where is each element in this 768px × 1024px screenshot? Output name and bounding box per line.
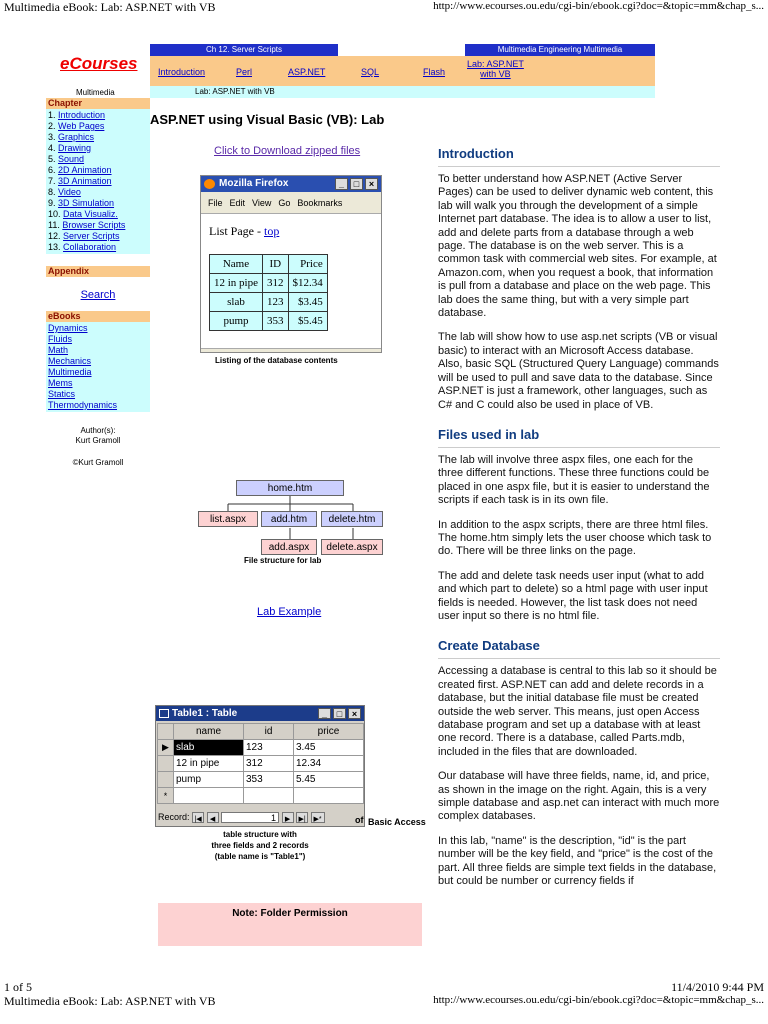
ebook-link[interactable]: Mechanics xyxy=(48,356,92,366)
table-cell: $3.45 xyxy=(288,293,327,312)
last-record-icon: ▶| xyxy=(296,812,308,823)
chapter-title: Ch 12. Server Scripts xyxy=(150,44,338,56)
firefox-menu-item: View xyxy=(252,198,272,208)
print-header-url: http://www.ecourses.ou.edu/cgi-bin/ebook.cgi?doc=&topic=mm&chap_s... xyxy=(433,0,764,12)
table-cell: 123 xyxy=(244,740,294,756)
firefox-menu-item: Edit xyxy=(229,198,246,208)
table-cell: 12 in pipe xyxy=(210,274,263,293)
minimize-icon: _ xyxy=(318,708,331,719)
database-paragraph-3: In this lab, "name" is the description, "id" is the part number will be the key field, and "price" is the cost of the part. All three fields are simple text fields in the database, but could be number or currency fields if xyxy=(438,834,717,888)
firefox-menu-item: File xyxy=(208,198,223,208)
firefox-titlebar xyxy=(201,176,381,192)
logo[interactable] xyxy=(60,54,138,74)
table-cell: 123 xyxy=(263,293,289,312)
chapter-item[interactable]: 13. Collaboration xyxy=(48,242,117,252)
ebook-link[interactable]: Thermodynamics xyxy=(48,400,118,410)
table-cell: 12 in pipe xyxy=(174,756,244,772)
chapter-item[interactable]: 9. 3D Simulation xyxy=(48,198,115,208)
database-paragraph-1: Accessing a database is central to this lab so it should be created first. ASP.NET can add and delete records in a database, but the initial database file must be created outside the web server. This means, just open Access database program and set up a database with at least one record. There is a database, called Parts.mdb, included in the files that are downloaded. xyxy=(438,665,717,758)
file-structure-diagram xyxy=(198,480,383,568)
ebook-link[interactable]: Multimedia xyxy=(48,367,92,377)
ebook-link[interactable]: Mems xyxy=(48,378,73,388)
table-row xyxy=(158,788,364,804)
top-link: top xyxy=(264,224,280,238)
table-cell: ID xyxy=(263,255,289,274)
ebook-link[interactable]: Fluids xyxy=(48,334,73,344)
create-database-heading: Create Database xyxy=(438,638,540,654)
access-caption: table structure with three fields and 2 records (table name is "Table1") xyxy=(211,830,309,861)
ebook-list xyxy=(46,322,150,412)
add-aspx-file: add.aspx xyxy=(261,539,317,555)
ebook-link[interactable]: Statics xyxy=(48,389,76,399)
chapter-item[interactable]: 7. 3D Animation xyxy=(48,176,112,186)
note-title: Note: Folder Permission xyxy=(232,908,348,919)
table-cell: $5.45 xyxy=(288,312,327,331)
database-paragraph-2: Our database will have three fields, name, id, and price, as shown in the image on the right. Again, this is a very simple database and asp.net can interact with much more complex databases. xyxy=(438,770,720,823)
table-cell: slab xyxy=(210,293,263,312)
access-titlebar xyxy=(156,706,364,721)
chapter-item[interactable]: 1. Introduction xyxy=(48,110,106,120)
intro-paragraph-1: To better understand how ASP.NET (Active Server Pages) can be used to deliver dynamic web content, this lab will walk you through the development of a simple Internet part database. The idea is to allow a user to list, add and delete parts from a database through a web page. The database is on the web server. This is a common task with commercial web sites. For example, at Amazon.com, when you request a book, that information is pull from a database and place on the web page. This lab does the same thing, but with a very simple part database. xyxy=(438,173,717,320)
record-selector: * xyxy=(158,788,174,804)
page-title: ASP.NET using Visual Basic (VB): Lab xyxy=(150,112,385,127)
table-row xyxy=(158,772,364,788)
chapter-item[interactable]: 3. Graphics xyxy=(48,132,95,142)
table-cell xyxy=(174,788,244,804)
table-row xyxy=(210,312,328,331)
chapter-link[interactable]: Browser Scripts xyxy=(62,220,126,230)
files-paragraph-2: In addition to the aspx scripts, there are three html files. The home.htm simply lets the user choose which task to do. There will be three links on the page. xyxy=(438,518,712,558)
firefox-caption: Listing of the database contents xyxy=(215,356,338,365)
access-title: Table1 : Table xyxy=(172,708,238,719)
record-selector xyxy=(158,756,174,772)
table-row xyxy=(158,756,364,772)
record-number: 1 xyxy=(221,812,279,823)
maximize-icon: □ xyxy=(350,178,363,190)
authors-label: Author(s): xyxy=(80,426,116,435)
author-name: Kurt Gramoll xyxy=(75,436,121,445)
nav-tab-aspnet[interactable]: ASP.NET xyxy=(288,67,326,77)
sidebar xyxy=(46,98,150,468)
section-title: Multimedia Engineering Multimedia xyxy=(465,44,655,56)
chapter-link[interactable]: Drawing xyxy=(58,143,92,153)
firefox-icon xyxy=(204,179,215,189)
chapter-link[interactable]: Sound xyxy=(58,154,85,164)
table-row xyxy=(158,740,364,756)
download-link[interactable]: Click to Download zipped files xyxy=(214,145,361,157)
files-heading: Files used in lab xyxy=(438,426,540,442)
maximize-icon: □ xyxy=(333,708,346,719)
table-cell: $12.34 xyxy=(288,274,327,293)
nav-tab-introduction[interactable]: Introduction xyxy=(158,67,206,77)
column-header: id xyxy=(244,724,294,740)
print-footer-page: 1 of 5 xyxy=(4,980,32,994)
chapter-link[interactable]: Introduction xyxy=(58,110,106,120)
chapter-link[interactable]: Data Visualiz. xyxy=(63,209,118,219)
record-navigator: Record: |◀ ◀ 1 ▶ ▶| ▶* xyxy=(158,810,362,824)
firefox-window-image xyxy=(200,175,382,353)
divider xyxy=(438,447,720,448)
column-header: name xyxy=(174,724,244,740)
prev-record-icon: ◀ xyxy=(207,812,219,823)
chapter-link[interactable]: Server Scripts xyxy=(63,231,120,241)
intro-paragraph-2: The lab will show how to use asp.net scripts (VB or visual basic) to interact with an Microsoft Access database. Also, basic SQL (Structured Query Language) commands will be used to pull and save data to the database. Since ASP.NET is just a framework, other languages, such as C# and C could also be used in place of VB. xyxy=(438,331,719,411)
chapter-link[interactable]: 2D Animation xyxy=(58,165,112,175)
chapter-item[interactable]: 12. Server Scripts xyxy=(48,231,120,241)
sidebar-chapter-heading: Chapter xyxy=(46,98,150,109)
column-header: price xyxy=(294,724,364,740)
delete-aspx-file: delete.aspx xyxy=(321,539,383,555)
chapter-item[interactable]: 11. Browser Scripts xyxy=(48,220,126,230)
table-cell: 353 xyxy=(244,772,294,788)
chapter-list xyxy=(46,109,150,254)
chapter-link[interactable]: Web Pages xyxy=(58,121,105,131)
add-htm-file: add.htm xyxy=(261,511,317,527)
table-cell: pump xyxy=(210,312,263,331)
files-paragraph-1: The lab will involve three aspx files, one each for the three different functions. These three functions could be placed in one aspx file, but it is easier to understand the scripts if each task is in its own file. xyxy=(438,453,710,507)
chapter-link[interactable]: Graphics xyxy=(58,132,95,142)
logo-text[interactable]: eCourses xyxy=(60,54,138,73)
logo-subtitle: Multimedia xyxy=(76,88,115,97)
new-record-icon: ▶* xyxy=(311,812,325,823)
chapter-link[interactable]: Collaboration xyxy=(63,242,117,252)
table-cell xyxy=(244,788,294,804)
firefox-menubar xyxy=(201,192,381,214)
chapter-link[interactable]: 3D Animation xyxy=(58,176,112,186)
nav-tab-perl[interactable]: Perl xyxy=(236,67,253,77)
diagram-caption: File structure for lab xyxy=(244,556,322,565)
first-record-icon: |◀ xyxy=(192,812,204,823)
table-row xyxy=(210,274,328,293)
record-selector: ▶ xyxy=(158,740,174,756)
table-icon xyxy=(159,709,169,718)
divider xyxy=(438,166,720,167)
nav-tabs xyxy=(150,56,655,86)
sidebar-ebooks-heading: eBooks xyxy=(46,311,150,322)
copyright: ©Kurt Gramoll xyxy=(72,458,124,467)
list-page-heading: List Page - top xyxy=(209,224,280,238)
print-footer-datetime: 11/4/2010 9:44 PM xyxy=(671,980,764,994)
list-table xyxy=(209,254,328,331)
top-navigation xyxy=(150,44,655,86)
lab-example-link[interactable]: Lab Example xyxy=(257,606,322,618)
search-link[interactable]: Search xyxy=(80,289,116,301)
table-row xyxy=(210,293,328,312)
chapter-item[interactable]: 2. Web Pages xyxy=(48,121,105,131)
chapter-item[interactable]: 5. Sound xyxy=(48,154,85,164)
ebook-link[interactable]: Dynamics xyxy=(48,323,88,333)
chapter-item[interactable]: 4. Drawing xyxy=(48,143,92,153)
delete-htm-file: delete.htm xyxy=(321,511,383,527)
ebook-link[interactable]: Math xyxy=(48,345,69,355)
chapter-item[interactable]: 10. Data Visualiz. xyxy=(48,209,118,219)
table-cell: 353 xyxy=(263,312,289,331)
note-box xyxy=(158,903,422,946)
firefox-statusbar xyxy=(201,348,381,352)
next-record-icon: ▶ xyxy=(282,812,294,823)
table-cell xyxy=(294,788,364,804)
chapter-link[interactable]: 3D Simulation xyxy=(58,198,115,208)
nav-tab-sql[interactable]: SQL xyxy=(361,67,380,77)
print-footer-title: Multimedia eBook: Lab: ASP.NET with VB xyxy=(4,994,216,1008)
sidebar-appendix-heading: Appendix xyxy=(46,266,150,277)
files-paragraph-3: The add and delete task needs user input (what to add and which part to delete) so a html page with user input fields is needed. However, the list task does not need user input so there is no html file. xyxy=(438,569,708,622)
table-cell: 312 xyxy=(244,756,294,772)
home-file: home.htm xyxy=(236,480,344,496)
table-header-row xyxy=(158,724,364,740)
chapter-item[interactable]: 6. 2D Animation xyxy=(48,165,112,175)
chapter-item[interactable]: 8. Video xyxy=(48,187,81,197)
access-of-label: of xyxy=(355,815,364,825)
content-column xyxy=(438,146,720,888)
table-row xyxy=(210,255,328,274)
record-selector xyxy=(158,772,174,788)
table-cell: pump xyxy=(174,772,244,788)
table-cell: 12.34 xyxy=(294,756,364,772)
table-cell: Name xyxy=(210,255,263,274)
nav-tab-current[interactable]: Lab: ASP.NET with VB xyxy=(467,59,524,79)
basic-access-label: Basic Access xyxy=(368,817,426,827)
table-cell: 3.45 xyxy=(294,740,364,756)
firefox-title: Mozilla Firefox xyxy=(219,178,289,189)
table-cell: 5.45 xyxy=(294,772,364,788)
list-aspx-file: list.aspx xyxy=(198,511,258,527)
firefox-menu-item: Bookmarks xyxy=(297,198,343,208)
divider xyxy=(438,658,720,659)
table-cell: 312 xyxy=(263,274,289,293)
table-cell: slab xyxy=(174,740,244,756)
table-cell: Price xyxy=(288,255,327,274)
print-footer-url: http://www.ecourses.ou.edu/cgi-bin/ebook.cgi?doc=&topic=mm&chap_s... xyxy=(433,994,764,1006)
print-header-title: Multimedia eBook: Lab: ASP.NET with VB xyxy=(4,0,216,14)
close-icon: × xyxy=(365,178,378,190)
firefox-menu-item: Go xyxy=(278,198,291,208)
breadcrumb: Lab: ASP.NET with VB xyxy=(195,87,275,96)
nav-tab-flash[interactable]: Flash xyxy=(423,67,446,77)
access-table-image xyxy=(155,705,365,827)
access-table xyxy=(157,723,364,804)
close-icon: × xyxy=(348,708,361,719)
minimize-icon: _ xyxy=(335,178,348,190)
introduction-heading: Introduction xyxy=(438,146,514,161)
breadcrumb-bar xyxy=(150,86,655,98)
chapter-link[interactable]: Video xyxy=(58,187,81,197)
